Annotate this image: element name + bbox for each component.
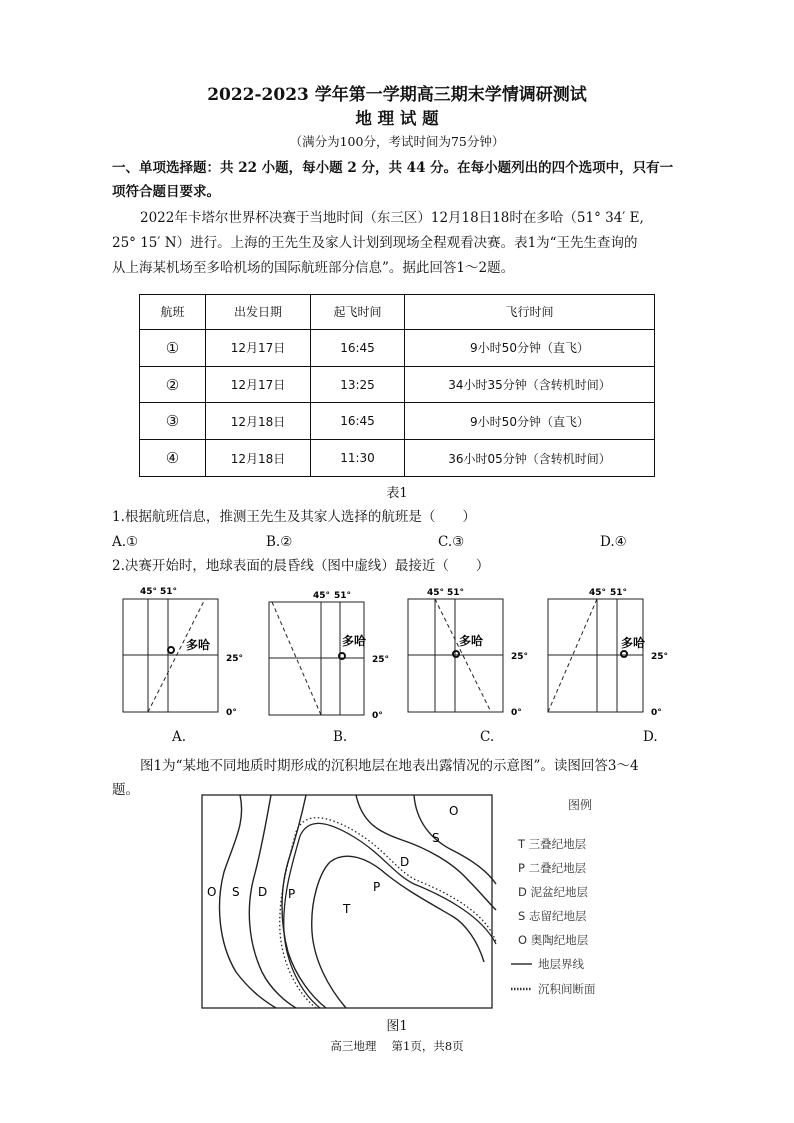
legend-title: 图例 xyxy=(568,798,593,812)
panel-label-c: C. xyxy=(480,729,495,745)
lon-label: 45° xyxy=(140,587,158,597)
q1-option-c[interactable]: C.③ xyxy=(438,534,465,550)
table-row xyxy=(140,366,655,403)
doha-marker xyxy=(339,653,345,659)
strata-label: S xyxy=(432,831,440,845)
geology-map xyxy=(196,792,616,1014)
table-cell: 12月18日 xyxy=(206,440,311,477)
terminator-panel-b[interactable] xyxy=(258,582,398,722)
fig1-intro-1: 图1为“某地不同地质时期形成的沉积地层在地表出露情况的示意图”。读图回答3～4 xyxy=(140,758,639,774)
strata-label: O xyxy=(449,804,459,818)
intro-line-3: 从上海某机场至多哈机场的国际航班部分信息”。据此回答1～2题。 xyxy=(112,260,515,276)
intro-line-1: 2022年卡塔尔世界杯决赛于当地时间（东三区）12月18日18时在多哈（51° 34′ E, xyxy=(140,210,644,226)
table-caption: 表1 xyxy=(386,486,408,501)
table-cell: ④ xyxy=(140,440,206,477)
terminator-panel-d[interactable] xyxy=(538,582,678,722)
city-label: 多哈 xyxy=(621,636,646,650)
panel-label-d: D. xyxy=(643,729,658,745)
table-row xyxy=(140,403,655,440)
table-cell: 16:45 xyxy=(311,329,405,366)
legend-item: O 奥陶纪地层 xyxy=(518,933,589,947)
unconformity-inner xyxy=(284,823,496,1008)
legend-item: D 泥盆纪地层 xyxy=(518,885,589,899)
terminator-panel-c[interactable] xyxy=(398,582,538,722)
lat-label: 25° xyxy=(651,652,669,662)
table-cell: ② xyxy=(140,366,206,403)
lon-label: 45° xyxy=(313,591,331,601)
city-label: 多哈 xyxy=(459,634,484,648)
table-cell: ① xyxy=(140,329,206,366)
section-instruction-1: 一、单项选择题：共 22 小题，每小题 2 分，共 44 分。在每小题列出的四个选项中，只有一 xyxy=(112,160,674,176)
lat-label: 0° xyxy=(372,711,383,721)
lat-label: 0° xyxy=(226,708,237,718)
lon-label: 51° xyxy=(160,587,178,597)
page-footer: 高三地理 第1页，共8页 xyxy=(330,1039,464,1053)
q1-option-b[interactable]: B.② xyxy=(266,534,293,550)
strata-label: T xyxy=(343,902,351,916)
table-header-row xyxy=(140,295,655,330)
strata-label: D xyxy=(400,855,410,869)
doha-marker xyxy=(168,647,174,653)
terminator-panel-a[interactable] xyxy=(110,582,250,722)
lon-label: 51° xyxy=(610,588,628,598)
table-cell: 9小时50分钟（直飞） xyxy=(405,403,655,440)
lat-label: 0° xyxy=(651,708,662,718)
table-row xyxy=(140,440,655,477)
section-instruction-2: 项符合题目要求。 xyxy=(112,184,220,200)
panel-label-a: A. xyxy=(172,729,187,745)
table-header: 飞行时间 xyxy=(405,295,655,330)
lat-label: 25° xyxy=(511,652,529,662)
legend-item: 地层界线 xyxy=(538,957,584,971)
exam-note: （满分为100分，考试时间为75分钟） xyxy=(289,134,505,149)
table-cell: 16:45 xyxy=(311,403,405,440)
legend-item: 沉积间断面 xyxy=(538,982,596,996)
fig1-caption: 图1 xyxy=(386,1019,408,1034)
table-header: 航班 xyxy=(140,295,206,330)
strata-boundary xyxy=(312,856,484,1008)
legend-item: P 二叠纪地层 xyxy=(518,861,587,875)
doha-marker xyxy=(621,651,627,657)
legend-item: S 志留纪地层 xyxy=(518,909,587,923)
city-label: 多哈 xyxy=(342,634,367,648)
lon-label: 51° xyxy=(447,588,465,598)
lat-label: 25° xyxy=(372,655,390,665)
table-cell: ③ xyxy=(140,403,206,440)
strata-label: O xyxy=(207,885,217,899)
table-cell: 12月18日 xyxy=(206,403,311,440)
legend-item: T 三叠纪地层 xyxy=(518,837,587,851)
city-label: 多哈 xyxy=(186,638,211,652)
table-cell: 13:25 xyxy=(311,366,405,403)
strata-boundary xyxy=(220,795,276,1008)
table-header: 起飞时间 xyxy=(311,295,405,330)
table-cell: 9小时50分钟（直飞） xyxy=(405,329,655,366)
panel-label-b: B. xyxy=(333,729,348,745)
table-cell: 11:30 xyxy=(311,440,405,477)
flight-table xyxy=(139,294,655,477)
table-row xyxy=(140,329,655,366)
lat-label: 25° xyxy=(226,654,244,664)
strata-boundary xyxy=(282,795,326,1008)
table-cell: 12月17日 xyxy=(206,329,311,366)
lon-label: 45° xyxy=(427,588,445,598)
fig1-intro-2: 题。 xyxy=(112,782,139,798)
question-1-stem: 1.根据航班信息，推测王先生及其家人选择的航班是（ ） xyxy=(112,509,476,525)
strata-label: P xyxy=(373,880,381,894)
q1-option-a[interactable]: A.① xyxy=(112,534,139,550)
table-cell: 36小时05分钟（含转机时间） xyxy=(405,440,655,477)
intro-line-2: 25° 15′ N）进行。上海的王先生及家人计划到现场全程观看决赛。表1为“王先生查询的 xyxy=(112,235,638,251)
strata-label: D xyxy=(258,885,268,899)
table-cell: 12月17日 xyxy=(206,366,311,403)
exam-title: 2022-2023 学年第一学期高三期末学情调研测试 xyxy=(207,85,587,105)
subject-title: 地 理 试 题 xyxy=(355,109,439,128)
lat-label: 0° xyxy=(511,708,522,718)
strata-boundary xyxy=(249,795,296,1008)
lon-label: 45° xyxy=(589,588,607,598)
lon-label: 51° xyxy=(334,591,352,601)
strata-label: P xyxy=(288,887,296,901)
q1-option-d[interactable]: D.④ xyxy=(600,534,627,550)
strata-label: S xyxy=(232,885,240,899)
question-2-stem: 2.决赛开始时，地球表面的晨昏线（图中虚线）最接近（ ） xyxy=(112,558,490,574)
table-cell: 34小时35分钟（含转机时间） xyxy=(405,366,655,403)
table-header: 出发日期 xyxy=(206,295,311,330)
doha-marker xyxy=(453,651,459,657)
